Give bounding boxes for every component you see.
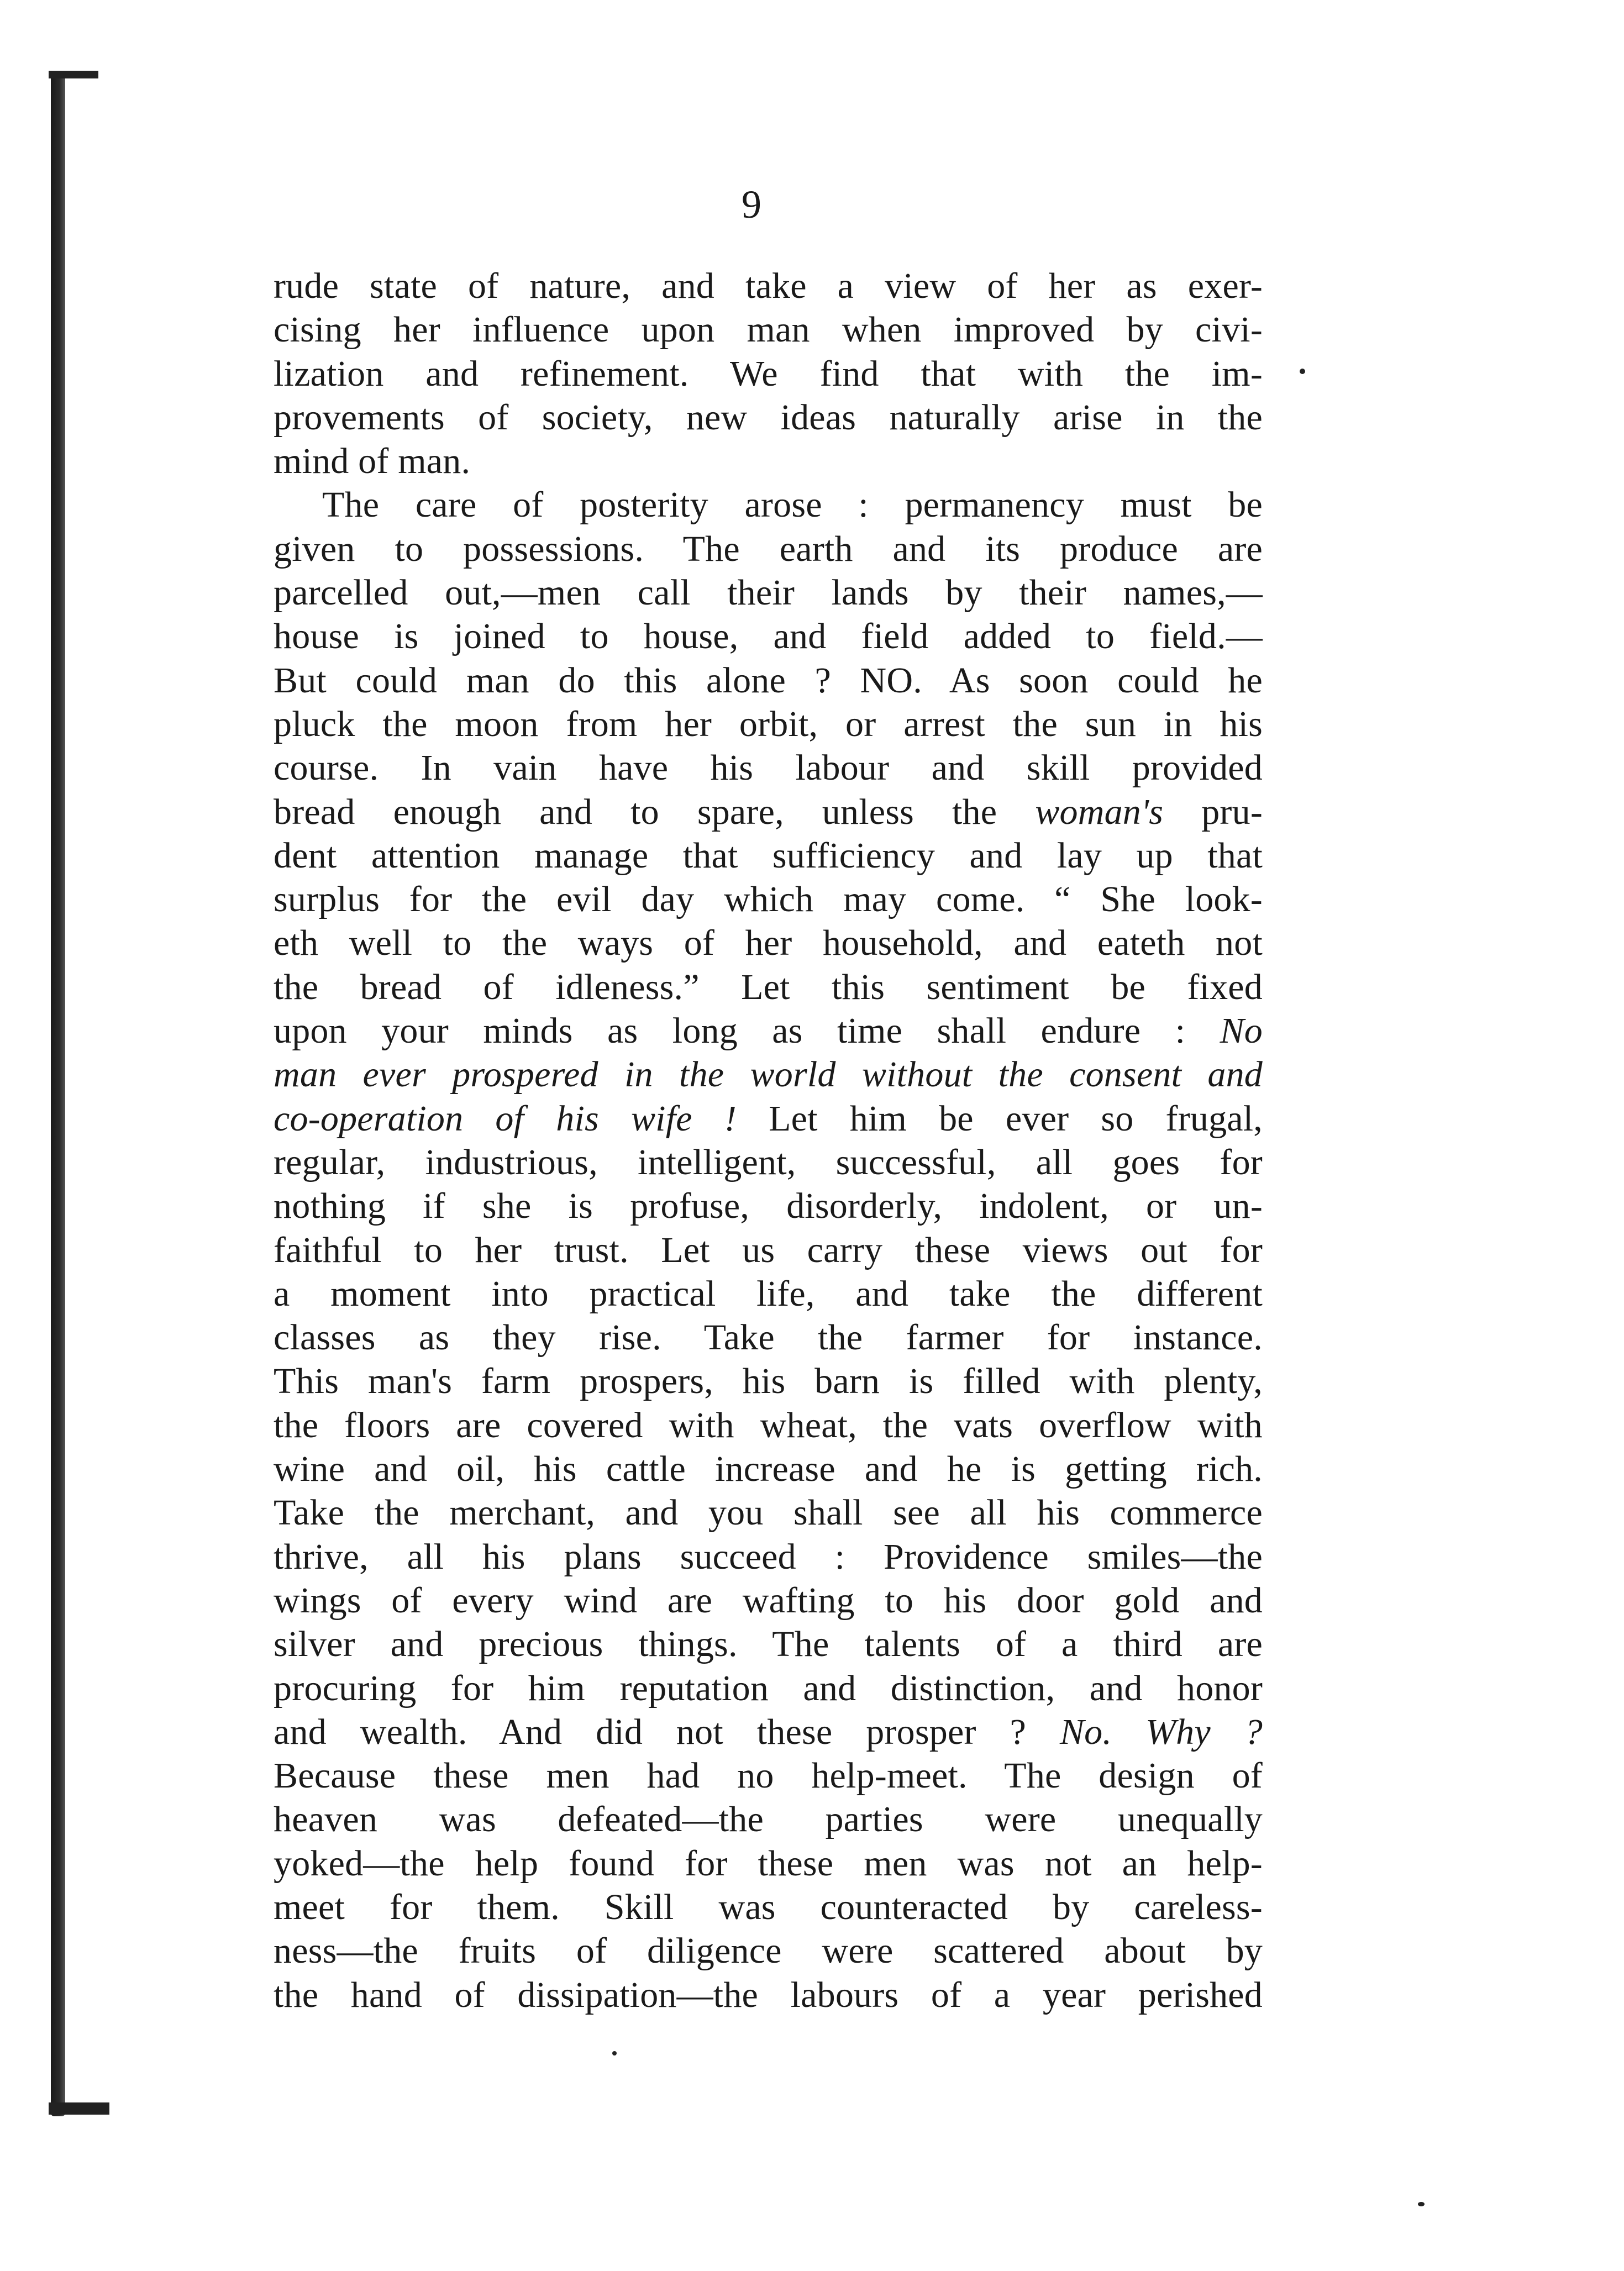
text-line [274, 527, 1263, 571]
text-line [274, 614, 1263, 658]
binding-notch-top [49, 71, 98, 78]
text-segment: silver and precious things. The talents of a third are [274, 1624, 1263, 1665]
text-line [274, 1754, 1263, 1797]
text-line [274, 308, 1263, 351]
text-line [274, 1535, 1263, 1579]
text-line [274, 571, 1263, 614]
text-line [274, 1667, 1263, 1710]
body-text [274, 264, 1263, 2017]
text-segment: The care of posterity arose : permanency must be [322, 485, 1263, 525]
text-line [274, 264, 1263, 308]
text-line [274, 1140, 1263, 1184]
text-segment: house is joined to house, and field added to field.— [274, 616, 1263, 657]
text-line [274, 965, 1263, 1009]
text-line [274, 1228, 1263, 1272]
text-segment: bread enough and to spare, unless the [274, 791, 1036, 832]
text-line [274, 396, 1263, 439]
scan-speck [1418, 2202, 1425, 2206]
text-line [274, 702, 1263, 746]
text-segment: Because these men had no help-meet. The design of [274, 1755, 1263, 1796]
text-segment: provements of society, new ideas naturally arise in the [274, 397, 1263, 438]
text-segment: heaven was defeated—the parties were unequally [274, 1799, 1263, 1840]
text-segment: upon your minds as long as time shall endure : [274, 1011, 1220, 1052]
text-segment: rude state of nature, and take a view of her as exer- [274, 266, 1263, 306]
text-line [274, 1184, 1263, 1228]
text-line [274, 1929, 1263, 1973]
text-line [274, 1885, 1263, 1929]
italic-text: woman's [1035, 791, 1164, 832]
binding-notch-bottom [49, 2102, 109, 2115]
italic-text: co-operation of his wife ! [274, 1098, 737, 1139]
text-line [274, 1797, 1263, 1841]
text-line [274, 1272, 1263, 1316]
scan-speck [1300, 369, 1305, 374]
text-line [274, 1009, 1263, 1053]
text-line [274, 439, 1263, 483]
italic-text: No. Why ? [1059, 1711, 1263, 1752]
text-segment: the floors are covered with wheat, the vats overflow with [274, 1405, 1263, 1445]
binding-edge [51, 72, 65, 2116]
text-line [274, 659, 1263, 702]
text-line [274, 352, 1263, 396]
text-segment: Take the merchant, and you shall see all his commerce [274, 1492, 1263, 1533]
text-line [274, 1710, 1263, 1754]
text-segment: yoked—the help found for these men was not an help- [274, 1843, 1263, 1884]
text-segment: regular, industrious, intelligent, successful, all goes for [274, 1142, 1263, 1182]
text-line [274, 1053, 1263, 1096]
text-line [274, 746, 1263, 790]
text-segment: pluck the moon from her orbit, or arrest the sun in his [274, 703, 1263, 744]
text-segment: procuring for him reputation and distinction, and honor [274, 1668, 1263, 1708]
text-line [274, 1403, 1263, 1447]
text-segment: classes as they rise. Take the farmer for instance. [274, 1317, 1263, 1358]
text-line [274, 1316, 1263, 1359]
text-segment: wine and oil, his cattle increase and he is getting rich. [274, 1449, 1263, 1490]
text-line [274, 1447, 1263, 1491]
text-segment: given to possessions. The earth and its produce are [274, 528, 1263, 569]
text-segment: faithful to her trust. Let us carry these views out for [274, 1229, 1263, 1270]
text-segment: meet for them. Skill was counteracted by careless- [274, 1886, 1263, 1927]
text-segment: This man's farm prospers, his barn is filled with plenty, [274, 1361, 1263, 1402]
text-line [274, 790, 1263, 834]
text-segment: surplus for the evil day which may come. “ She look- [274, 879, 1263, 920]
text-line [274, 1622, 1263, 1666]
text-line [274, 834, 1263, 877]
text-segment: the hand of dissipation—the labours of a year perished [274, 1974, 1263, 2015]
scan-speck [612, 2051, 617, 2056]
text-segment: nothing if she is profuse, disorderly, indolent, or un- [274, 1186, 1263, 1227]
text-segment: course. In vain have his labour and skill provided [274, 748, 1263, 788]
text-segment: But could man do this alone ? NO. As soon could he [274, 660, 1263, 701]
text-segment: cising her influence upon man when improved by civi- [274, 309, 1263, 350]
text-segment: a moment into practical life, and take the different [274, 1273, 1263, 1314]
text-segment: parcelled out,—men call their lands by their names,— [274, 572, 1263, 613]
text-line [274, 1359, 1263, 1403]
text-segment: wings of every wind are wafting to his door gold and [274, 1580, 1263, 1621]
text-line [274, 1491, 1263, 1534]
text-segment: and wealth. And did not these prosper ? [274, 1711, 1060, 1752]
text-line [274, 483, 1263, 527]
text-line [274, 1097, 1263, 1140]
text-segment: pru- [1163, 791, 1263, 832]
text-line [274, 1579, 1263, 1622]
text-segment: ness—the fruits of diligence were scattered about by [274, 1931, 1263, 1972]
text-segment: the bread of idleness.” Let this sentiment be fixed [274, 966, 1263, 1007]
text-segment: dent attention manage that sufficiency and lay up that [274, 835, 1263, 876]
text-line [274, 1973, 1263, 2017]
italic-text: man ever prospered in the world without the consent and [274, 1054, 1263, 1095]
text-segment: lization and refinement. We find that with the im- [274, 353, 1263, 394]
page-number: 9 [742, 182, 761, 227]
text-segment: eth well to the ways of her household, and eateth not [274, 923, 1263, 964]
text-segment: thrive, all his plans succeed : Providence smiles—the [274, 1536, 1263, 1577]
text-line [274, 1842, 1263, 1885]
text-line [274, 877, 1263, 921]
italic-text: No [1220, 1011, 1263, 1052]
text-segment: mind of man. [274, 441, 471, 482]
text-line [274, 921, 1263, 965]
text-segment: Let him be ever so frugal, [737, 1098, 1263, 1139]
